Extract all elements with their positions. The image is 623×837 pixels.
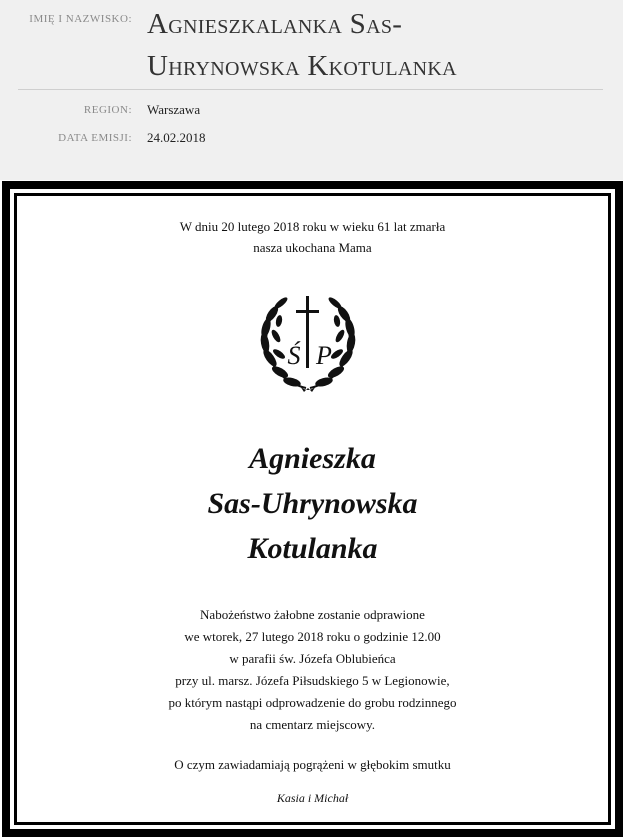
intro-line-1: W dniu 20 lutego 2018 roku w wieku 61 lat zmarła xyxy=(179,219,446,234)
funeral-service-info xyxy=(17,604,608,736)
emblem-letter-p: P xyxy=(316,341,332,370)
service-line-4: przy ul. marsz. Józefa Piłsudskiego 5 w Legionowie, xyxy=(175,673,450,688)
date-value: 24.02.2018 xyxy=(147,130,206,145)
obituary-header xyxy=(0,0,623,180)
date-label: DATA EMISJI: xyxy=(58,132,132,144)
header-divider xyxy=(18,89,603,90)
closing-text: O czym zawiadamiają pogrążeni w głębokim smutku xyxy=(174,757,451,772)
intro-line-2: nasza ukochana Mama xyxy=(253,240,372,255)
obituary-notice-frame xyxy=(2,181,623,837)
deceased-surname-1: Sas-Uhrynowska xyxy=(207,487,418,520)
frame-white-band xyxy=(10,189,615,829)
service-line-1: Nabożeństwo żałobne zostanie odprawione xyxy=(200,607,425,622)
region-value: Warszawa xyxy=(147,102,201,117)
service-line-3: w parafii św. Józefa Oblubieńca xyxy=(229,651,396,666)
obituary-notice xyxy=(17,196,608,822)
deceased-first-name: Agnieszka xyxy=(249,442,376,475)
name-line-2: Uhrynowska Kkotulanka xyxy=(147,50,457,82)
frame-inner-border xyxy=(14,193,611,825)
deceased-name xyxy=(17,436,608,571)
service-line-2: we wtorek, 27 lutego 2018 roku o godzinie 12.00 xyxy=(184,629,441,644)
signature: Kasia i Michał xyxy=(276,791,349,805)
service-line-5: po którym nastąpi odprowadzenie do grobu rodzinnego xyxy=(168,695,457,710)
deceased-surname-2: Kotulanka xyxy=(247,532,378,565)
name-line-1: Agnieszkalanka Sas- xyxy=(147,8,403,40)
cross-laurel-wreath-icon xyxy=(252,288,364,396)
name-label: IMIĘ I NAZWISKO: xyxy=(29,13,132,25)
region-label: REGION: xyxy=(83,104,132,116)
service-line-6: na cmentarz miejscowy. xyxy=(249,717,376,732)
intro-text xyxy=(17,216,608,258)
deceased-name-heading xyxy=(147,3,607,87)
emblem-letter-s: Ś xyxy=(287,341,301,370)
